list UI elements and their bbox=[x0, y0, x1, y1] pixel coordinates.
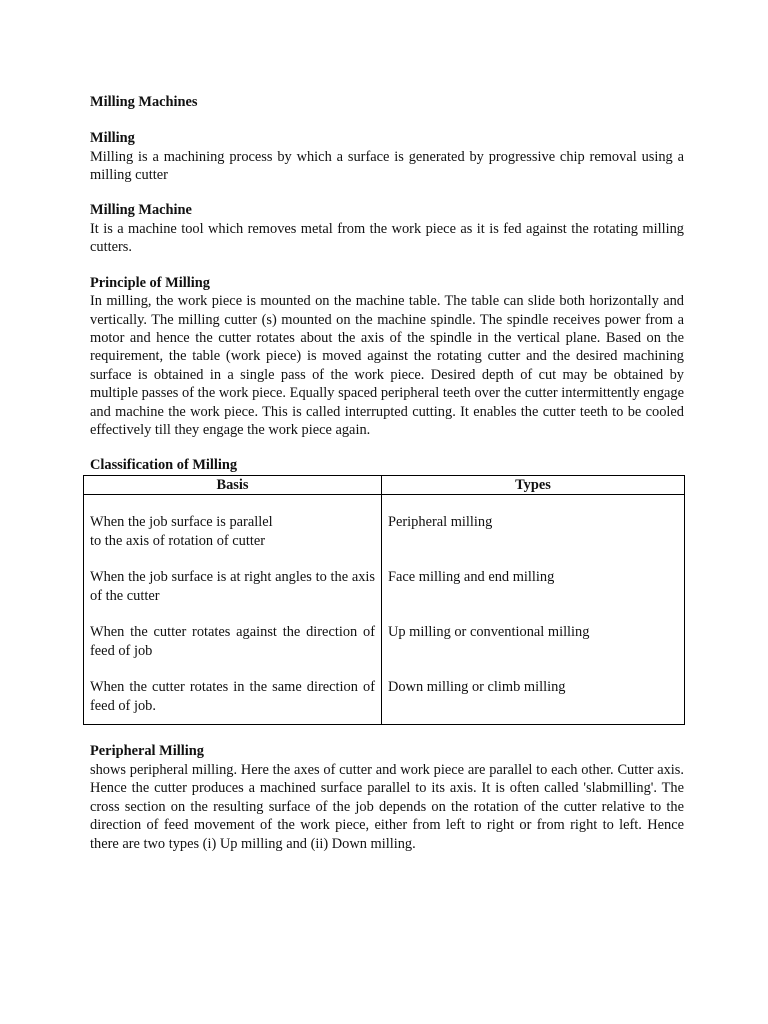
section-principle bbox=[90, 274, 684, 440]
type-cell: Peripheral milling bbox=[382, 495, 685, 551]
basis-cell bbox=[84, 495, 382, 551]
column-header-types: Types bbox=[382, 475, 685, 495]
basis-cell: When the cutter rotates in the same direction of feed of job. bbox=[84, 660, 382, 725]
section-text-milling-machine: It is a machine tool which removes metal from the work piece as it is fed against the rotating milling cutters. bbox=[90, 220, 684, 256]
section-heading-milling-machine: Milling Machine bbox=[90, 202, 192, 219]
section-milling bbox=[90, 129, 684, 184]
classification-caption: Classification of Milling bbox=[90, 457, 238, 474]
section-heading-peripheral-milling: Peripheral Milling bbox=[90, 743, 204, 760]
document-page bbox=[90, 93, 684, 870]
table-row bbox=[84, 550, 685, 605]
type-cell: Down milling or climb milling bbox=[382, 660, 685, 725]
basis-cell: When the job surface is at right angles to the axis of the cutter bbox=[84, 550, 382, 605]
basis-text-line: When the job surface is parallel bbox=[90, 514, 273, 531]
column-header-basis: Basis bbox=[84, 475, 382, 495]
table-header-row bbox=[84, 475, 685, 495]
table-row bbox=[84, 660, 685, 725]
table-row bbox=[84, 495, 685, 551]
type-cell: Face milling and end milling bbox=[382, 550, 685, 605]
section-milling-machine bbox=[90, 201, 684, 256]
section-peripheral-milling bbox=[90, 742, 684, 853]
table-row bbox=[84, 605, 685, 660]
section-heading-milling: Milling bbox=[90, 130, 135, 146]
classification-table bbox=[83, 475, 685, 726]
basis-text-line: to the axis of rotation of cutter bbox=[90, 532, 266, 549]
basis-cell: When the cutter rotates against the direction of feed of job bbox=[84, 605, 382, 660]
type-cell: Up milling or conventional milling bbox=[382, 605, 685, 660]
section-text-peripheral-milling: shows peripheral milling. Here the axes of cutter and work piece are parallel to each other. Cutter axis. Hence the cutter produces a machined surface parallel to its axis. It is often called 'slabmilling'. The cross section on the resulting surface of the job depends on the rotation of the cutter relative to the direction of feed movement of the work piece, either from left to right or from right to left. Hence there are two types (i) Up milling and (ii) Down milling. bbox=[90, 761, 684, 852]
document-title: Milling Machines bbox=[90, 94, 198, 110]
section-text-milling: Milling is a machining process by which a surface is generated by progressive chip removal using a milling cutter bbox=[90, 148, 684, 183]
section-heading-principle: Principle of Milling bbox=[90, 274, 210, 291]
section-text-principle: In milling, the work piece is mounted on the machine table. The table can slide both horizontally and vertically. The milling cutter (s) mounted on the machine spindle. The spindle receives power from a motor and hence the cutter rotates about the axis of the spindle in the vertical plane. Based on the requirement, the table (work piece) is moved against the rotating cutter and the desired machining surface is obtained in a single pass of the work piece. Desired depth of cut may be obtained by multiple passes of the work piece. Equally spaced peripheral teeth over the cutter intermittently engage and machine the work piece. This is called interrupted cutting. It enables the cutter teeth to be cooled effectively till they engage the work piece again. bbox=[90, 293, 684, 438]
